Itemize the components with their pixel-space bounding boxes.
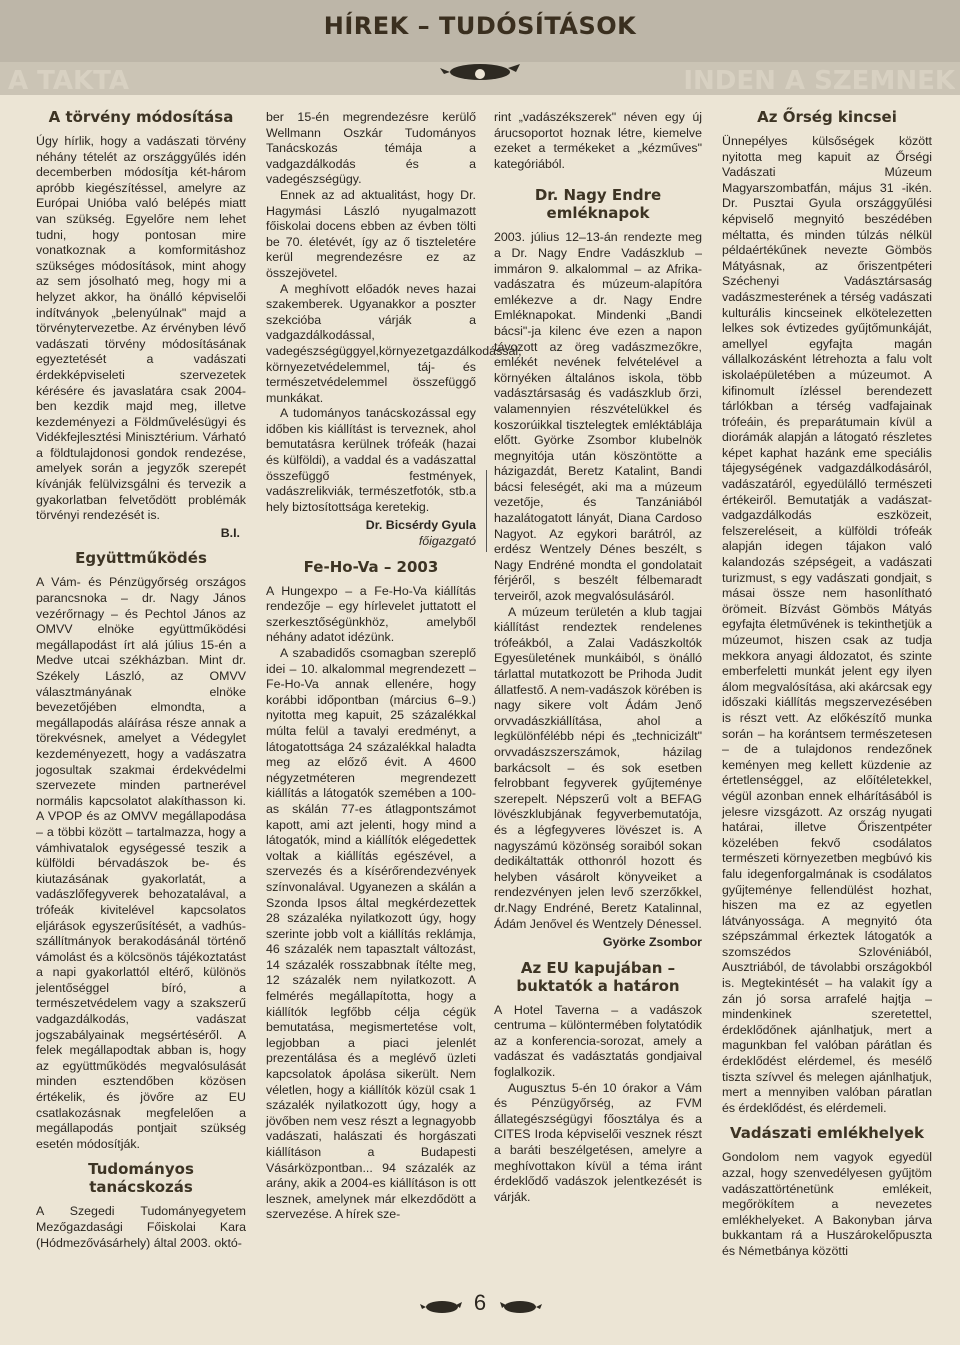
- article-title-cooperation: Együttműködés: [75, 549, 207, 568]
- article-paragraph: Ünnepélyes külsőségek között nyitotta meg kapuit az Őrségi Vadászati Múzeum Magyarszombatfán, május 31 -ikén. Dr. Pusztai Gyula országgyűlési képviselő megnyitó beszédében méltatta, és minden túlzás nélkül példaértékűnek nevezte Gömbös Mátyásnak, az őriszentpéteri Széchenyi Vadásztársaság vadászmesterének a térség vadászati kulturális kincseinek elkötelezetten lelkes sok évtizedes gyűjtőmunkáját, amellyel egyfajta magán vállalkozásként létrehozta a falu volt iskolaépületében a múzeumot. A kifinomult ízléssel berendezett tárlókban a térség vadfajainak trófeáin, és preparátumain kívül a diorámák alapján a látogató részletes képet kaphat hazánk eme speciális tájegységének vadgazdálkodásáról, vadászatáról, egyedülálló természeti értékeiről. Bemutatják a vadászat-vadgazdálkodás eszközeit, felszereléseit, a külföldi trófeák alapján idegen tájakon való kalandozás szépségeit, a vadászati turizmust, s egy vadászati gondjait, s másai össze nem hasonlítható örömeit. Bízvást Gömbös Mátyás egyfajta életművének is tekinthetjük a múzeumot, hiszen csak az tudja mekkora anyagi áldozatot, és szinte emberfeletti munkát jelent egy ilyen álom megvalósítása, aki akárcsak egy időszaki kiállítás megszervezésében is részt vett. Az előkészítő munka során – ha korántsem természetesen – de a tulajdonos rendezőnek keményen meg kellett küzdenie az értetlenséggel, az előítéletekkel, végül azonban ennek elhárításából is jelesre vizsgázott. Az ország nyugati határai, illetve Őriszentpéter közelében fekvő csodálatos természeti környezetben megbúvó kis falu idegenforgalmának is csodálatos gyűjteménye fellendülést hozhat, hiszen ma ez az egyetlen látványossága. A megnyitó óta szépszámmal érkeztek látogatók a szomszédos Szlovéniából, Ausztriából, de távolabbi országokból is. Megtekintését – ha valakit így a zán jó sorsa arrafelé hajtja – mindenkinek szeretettel, érdeklődőnek ajánlhatjuk, mert a magunkban fel valóban párátlan és érdeklődést elérdemel, és mesélő tiszta szívvel és melegen ajánlhatjuk, mert a mennyiben valóban páratlan és érdeklődést, és elérdemeli.: [722, 134, 932, 1115]
- column-divider: [486, 470, 487, 552]
- article-paragraph: A tudományos tanácskozással egy időben kis kiállítást is terveznek, ahol bemutatásra kerülnek trófeák (hazai és külföldi), a vaddal és a vadászattal összefüggő festmények, vadászrelikviák, természetfotók, stb.a hely biztosítottsága keretekig.: [266, 406, 476, 514]
- column-2: [266, 110, 522, 1223]
- article-paragraph: Ennek az ad aktualitást, hogy Dr. Hagymási László nyugalmazott főiskolai docens ebben az évben tölti be 70. életévét, így az ő tiszteletére kerül megrendezésre ez az összejövetel.: [266, 187, 476, 280]
- article-title-eu-gate: Az EU kapujában – buktatók a határon: [516, 958, 680, 995]
- article-paragraph: rint „vadászékszerek" néven egy új árucsoportot hoznak létre, kiemelve ezeket a termékeket a „kézműves" kategóriából.: [494, 110, 702, 171]
- article-paragraph: Gondolom nem vagyok egyedül azzal, hogy szenvedélyesen gyűjtöm vadászattörténetünk emlékeit, megőrökítem a nevezetes emlékhelyeket. A Bakonyban járva bukkantam rá a Huszárokelőpuszta és Németbánya közötti: [722, 1150, 932, 1258]
- page-header: [0, 0, 960, 95]
- boar-ornament-icon: [430, 54, 530, 84]
- article-signature-role: főigazgató: [418, 534, 476, 549]
- article-paragraph: A meghívott előadók neves hazai szakemberek. Ugyanakkor a poszter szekcióba várják a vadgazdálkodással, vadegészségüggyel,környezetgazdálkodással, környezetvédelemmel, táj- és természetvédelemmel összefüggő munkákat.: [266, 281, 522, 405]
- article-title-law: A törvény módosítása: [48, 108, 234, 126]
- article-signature: Györke Zsombor: [602, 935, 702, 950]
- section-title: HÍREK – TUDÓSÍTÁSOK: [323, 12, 637, 40]
- article-paragraph: ber 15-én megrendezésre kerülő Wellmann Oszkár Tudományos Tanácskozás témája a vadgazdálkodás és a vadegészségügy.: [266, 110, 476, 187]
- article-signature: B.I.: [220, 525, 240, 540]
- article-paragraph: 2003. július 12–13-án rendezte meg a Dr. Nagy Endre Vadászklub – immáron 9. alkalommal – az Afrika-vadászatra és múzeum-alapítóra emlékezve a dr. Nagy Endre Emléknapokat. Mindenki „Bandi bácsi"-ja kilenc éve ezen a napon távozott az öreg vadászmezőkre, emlékét nevének felvételével a környéken általános iskola, több vadásztársaság és vadászklub őrzi, valamennyien részvételükkel és koszorúikkal tisztelegtek emléktáblája előtt. Györke Zsombor klubelnök megnyitója után köszöntötte a házigazdát, Beretz Katalint, Bandi bácsi feleségét, aki ma a múzeum vezetője, és Tanzániából hazalátogatott lányát, Diana Cardoso Nagyot. Az egykori barátról, az erdész Wentzely Dénes beszélt, s Nagy Endréné mondta el gondolatait férjéről, s beszélt félbemaradt terveiről, azok megvalósulásáról.: [494, 230, 702, 604]
- page-footer: [0, 1290, 960, 1324]
- boar-left-icon: [420, 1296, 462, 1316]
- column-3: [494, 110, 702, 1205]
- article-title-memorial-sites: Vadászati emlékhelyek: [729, 1124, 925, 1143]
- article-paragraph: A Vám- és Pénzügyőrség országos parancsnoka – dr. Nagy János vezérőrnagy – és Pechtol János az OMVV elnöke együttműködési megállapodást írt alá július 15-én a Medve utcai székházban. Mint dr. Székely László, az OMVV választmányának elnöke bevezetőjében elmondta, a megállapodás aláírása része annak a törekvésnek, amelyet a Védegylet kezdeményezett, hogy a vadászatra jogosultak szakmai érdekvédelmi szervezete minden partnerével normális kapcsolatot alakíthasson ki. A VPOP és az OMVV megállapodása – a többi között – tartalmazza, hogy a vámhivatalok egységessé teszik a külföldi bérvadászok be- és kiutazásának gyakorlatát, a vadászlőfegyverek behozatalával, a trófeák kivitelével kapcsolatos eljárások egyszerűsítését, a vadhús-szállítmányok berakodásánál történő vámolást és a kölcsönös tájékoztatást a napi gyakorlattól eltérő, különös jelentőséggel bíró, a természetvédelem vagy a szakszerű vadgazdálkodás, vadászat jogszabályainak megsértéséről. A felek megállapodtak abban is, hogy az együttműködés megvalósulását minden esztendőben közösen értékelik, és jövőre az EU csatlakozásnak megfelelően a megállapodás pontjait szükség esetén módosítják.: [36, 575, 246, 1151]
- header-ghost-right: INDEN A SZEMNEK: [683, 66, 955, 96]
- article-title-fehova: Fe-Ho-Va – 2003: [303, 557, 439, 576]
- article-paragraph: A Szegedi Tudományegyetem Mezőgazdasági Főiskolai Kara (Hódmezővásárhely) által 2003. októ-: [36, 1204, 246, 1250]
- column-4: [722, 104, 932, 1260]
- boar-right-icon: [500, 1296, 542, 1316]
- article-title-conference: Tudományos tanácskozás: [88, 1160, 194, 1197]
- header-ghost-left: A TAKTA: [8, 66, 129, 96]
- article-title-orseg: Az Őrség kincsei: [757, 108, 897, 126]
- article-signature: Dr. Bicsérdy Gyula: [365, 518, 476, 533]
- column-1: [36, 104, 246, 1251]
- page-number: 6: [473, 1290, 487, 1315]
- article-paragraph: Augusztus 5-én 10 órakor a Vám és Pénzügyőrség, az FVM állategészségügyi főosztálya és a CITES Iroda képviselői vesznek részt a baráti beszélgetésen, amelyre a meghívottakon kívül a téma iránt érdeklődő vadászok jelentkezését is várják.: [494, 1080, 702, 1204]
- article-title-nagy-endre: Dr. Nagy Endre emléknapok: [534, 186, 662, 223]
- article-paragraph: Úgy hírlik, hogy a vadászati törvény néhány tételét az országgyűlés idén decemberben módosítja két-három apróbb kiegészítéssel, amelyre az Európai Unióba való belépés miatt van szükség. Egyelőre nem lehet tudni, hogy pontosan mire vonatkoznak a komformitáshoz szükséges módosítások, mint ahogy az sem jósolható meg, hogy mi a helyzet akkor, ha önálló képviselői indítványok „belenyúlnak" majd a törvénytervezetbe. Az érvényben lévő vadászati törvény módosításának egyeztetését a vadászati érdekképviseleti szervezetek kérésére és javaslatára csak 2004-ben kezdik majd meg, illetve kezdeményezi a Földművelésügyi és Vidékfejlesztési Minisztérium. Várható a földtulajdonosi gondok rendezése, amelyek során a jegyzők szerepét kívánják felülvizsgálni és tervezik a gyakorlatban felvetődött problémák törvényi rendezését is.: [36, 134, 246, 523]
- article-paragraph: A múzeum területén a klub tagjai kiállítást rendeztek rendelenes trófeákból, a Zalai Vadászkoltók Egyesületének munkáiból, s önálló tárlattal mutatkozott be Prihoda Judit állatfestő. A nem-vadászok körében is nagy sikere volt Ádám Jenő orvvadászkiállítása, ahol a legkülönfélébb népi és „technicizált" orvvadászszerszámok, házilag barkácsolt – és sok esetben felrobbant fegyverek gyűjteménye szerepelt. Népszerű volt a BEFAG lövészklubjának fegyverbemutatója, és a légfegyveres lövészet is. A nagyszámú közönség soraiból sokan dedikáltatták otthonról hozott és helyben vásárolt könyveiket a rendezvényen jelen levő szerzőkkel, dr.Nagy Endréné, Beretz Katalinnal, Ádám Jenővel és Wentzely Dénessel.: [494, 604, 703, 931]
- article-paragraph: A szabadidős csomagban szereplő idei – 10. alkalommal megrendezett – Fe-Ho-Va annak ellenére, hogy korábbi időpontban (március 6–9.) nyitotta meg kapuit, 25 százalékkal múlta felül a tavalyi eredményt, a látogatottsága 24 százalékkal haladta meg az előző évit. A 4600 négyzetméteren megrendezett kiállítás a látogatók szemében a 100-as skálán 77-es átlagpontszámot kapott, ami azt jelenti, hogy mind a látogatók, mind a kiállítók elégedettek voltak a kiállítás egészével, a szervezés és a kísérőrendezvények színvonalával. Ugyanezen a skálán a Szonda Ipsos által megkérdezettek 28 százaléka nyilatkozott úgy, hogy szerinte jobb volt a kiállítás reklámja, 46 százalék nem tapasztalt változást, 14 százalék rosszabbnak ítélte meg, 12 százalék nem nyilatkozott. A felmérés megállapította, hogy a kiállítók legfőbb célja cégük bemutatása, megismertetése volt, legjobban a piaci jelenlét prezentálása és a meglévő üzleti kapcsolatok ápolása sikerült. Nem véletlen, hogy a kiállítók közül csak 1 százalék nyilatkozott úgy, hogy a jövőben nem vesz részt a legnagyobb vadászati, halászati és horgászati kiállításon a Budapesti Vásárközpontban... 94 százalék az arány, akik a 2004-es kiállításon is ott lesznek, amelynek már elkezdődött a szervezése. A hírek sze-: [266, 646, 476, 1222]
- article-paragraph: A Hungexpo – a Fe-Ho-Va kiállítás rendezője – egy hírlevelet juttatott el szerkesztőségünkhöz, amelyből néhány adatot idézünk.: [266, 583, 476, 645]
- article-paragraph: A Hotel Taverna – a vadászok centruma – különtermében folytatódik az a konferencia-sorozat, amely a vadászat és vadásztatás gondjaival foglalkozik.: [494, 1002, 702, 1080]
